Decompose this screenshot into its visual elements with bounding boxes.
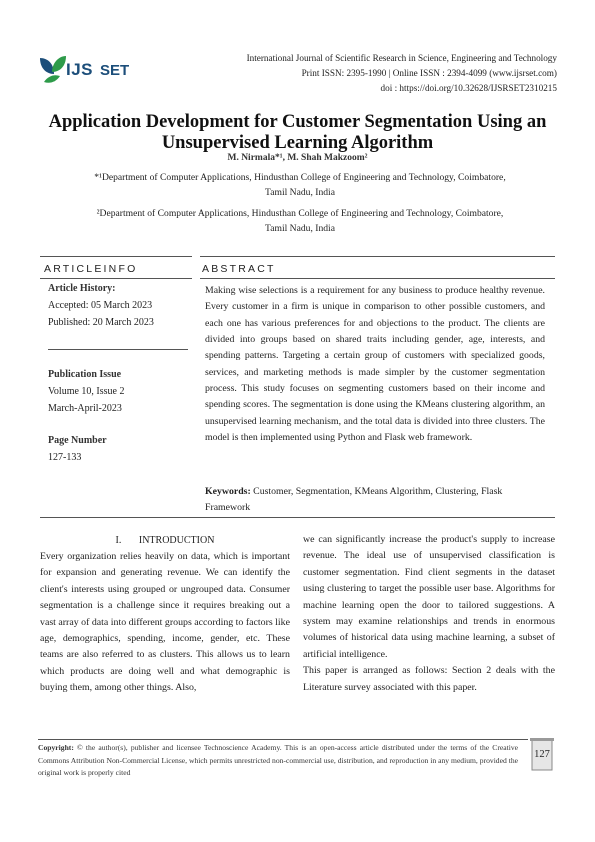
- volume-issue: Volume 10, Issue 2: [48, 386, 125, 397]
- article-info: [48, 280, 188, 331]
- issue-label: Publication Issue: [48, 369, 122, 380]
- copyright-label: Copyright:: [38, 743, 74, 752]
- divider-abstract: [200, 278, 555, 279]
- divider-info-history: [48, 349, 188, 350]
- affiliation-1-line-1: *¹Department of Computer Applications, Hindusthan College of Engineering and Technology, Coimbatore,: [94, 172, 506, 183]
- copyright-text: © the author(s), publisher and licensee Technoscience Academy. This is an open-access article distributed under the terms of the Creative Commons Attribution Non-Commercial License, which permits unrestricted non-commercial use, distribution, and reproduction in any medium, provided the original work is properly cited: [38, 743, 518, 778]
- divider-info: [40, 278, 192, 279]
- paper-title: [30, 112, 565, 154]
- keywords-label: Keywords:: [205, 486, 251, 497]
- publication-issue: [48, 366, 188, 417]
- history-label: Article History:: [48, 283, 116, 294]
- title-line-1: Application Development for Customer Segmentation Using an: [48, 112, 547, 132]
- affiliation-2-line-2: Tamil Nadu, India: [265, 223, 335, 234]
- journal-doi[interactable]: doi : https://doi.org/10.32628/IJSRSET2310215: [380, 83, 557, 93]
- page-range: 127-133: [48, 452, 82, 463]
- logo-text-set: SET: [100, 62, 130, 79]
- affiliation-1: [70, 170, 530, 200]
- authors: M. Nirmala*¹, M. Shah Makzoom²: [227, 153, 368, 163]
- footer-divider: [38, 739, 528, 740]
- accepted-date: Accepted: 05 March 2023: [48, 300, 153, 311]
- abstract-heading: ABSTRACT: [202, 263, 276, 275]
- intro-column-1: [40, 549, 290, 697]
- introduction-heading: I. INTRODUCTION: [115, 535, 215, 546]
- intro-paragraph-1: Every organization relies heavily on data, which is important for expansion and generating revenue. We can identify the client's interests using grouped or ungrouped data. Consumer segmentation is a challenge since it requires breaking out a vast array of data into different groups according to factors like age, demographics, spending, income, gender, etc. These teams are also referred to as clusters. This allows us to learn which products are doing well and what demographic is buying them, among other things. Also,: [40, 551, 290, 694]
- affiliation-2-line-1: ²Department of Computer Applications, Hindusthan College of Engineering and Technology, Coimbatore,: [96, 208, 504, 219]
- issue-date: March-April-2023: [48, 403, 122, 414]
- intro-paragraph-2: we can significantly increase the product's supply to increase revenue. The ideal use of unsupervised classification is customer segmentation. Find client segments in the dataset using clustering to target the possible user base. Algorithms for machine learning open the door to tailored suggestions. A system may examine relationships and trends in enormous volumes of historical data using machine learning, a subset of artificial intelligence.: [303, 534, 555, 660]
- journal-logo: [38, 52, 138, 86]
- copyright-notice: [38, 742, 518, 780]
- abstract-text: Making wise selections is a requirement for any business to produce healthy revenue. Every customer in a firm is unique in comparison to other possible customers, and each one has various preferences for and objections to the product. The clients are divided into groups based on shared traits including gender, age, interests, and spending patterns. Targeting a certain group of customers with specialized goods, services, and marketing methods is made simpler by the customer segmentation process. This study focuses on segmenting customers based on their income and spending scores. The segmentation is done using the KMeans clustering algorithm, an unsupervised learning mechanism, and the total data is divided into three clusters. The model is then implemented using Python and Flask web framework.: [205, 285, 545, 444]
- keywords-list: Customer, Segmentation, KMeans Algorithm, Clustering, Flask Framework: [205, 486, 503, 514]
- published-date: Published: 20 March 2023: [48, 317, 154, 328]
- keywords: [205, 484, 545, 517]
- page-number-badge: [529, 738, 555, 772]
- page-number-label: Page Number: [48, 435, 107, 446]
- article-info-heading: ARTICLEINFO: [44, 263, 138, 275]
- page-number: 127: [534, 749, 550, 760]
- divider-abstract-end: [40, 517, 555, 518]
- affiliation-1-line-2: Tamil Nadu, India: [265, 187, 335, 198]
- journal-issn: Print ISSN: 2395-1990 | Online ISSN : 2394-4099 (www.ijsrset.com): [301, 68, 557, 78]
- divider-top-left: [40, 256, 192, 257]
- logo-text-ijs: IJS: [66, 60, 94, 79]
- page-numbers: [48, 432, 188, 466]
- intro-column-2: [303, 532, 555, 696]
- affiliation-2: [70, 206, 530, 236]
- intro-paragraph-3: This paper is arranged as follows: Section 2 deals with the Literature survey associated with this paper.: [303, 665, 555, 693]
- leaf-logo-icon: [38, 52, 68, 86]
- title-line-2: Unsupervised Learning Algorithm: [161, 133, 434, 153]
- journal-name: International Journal of Scientific Research in Science, Engineering and Technology: [246, 53, 557, 63]
- divider-top-right: [200, 256, 555, 257]
